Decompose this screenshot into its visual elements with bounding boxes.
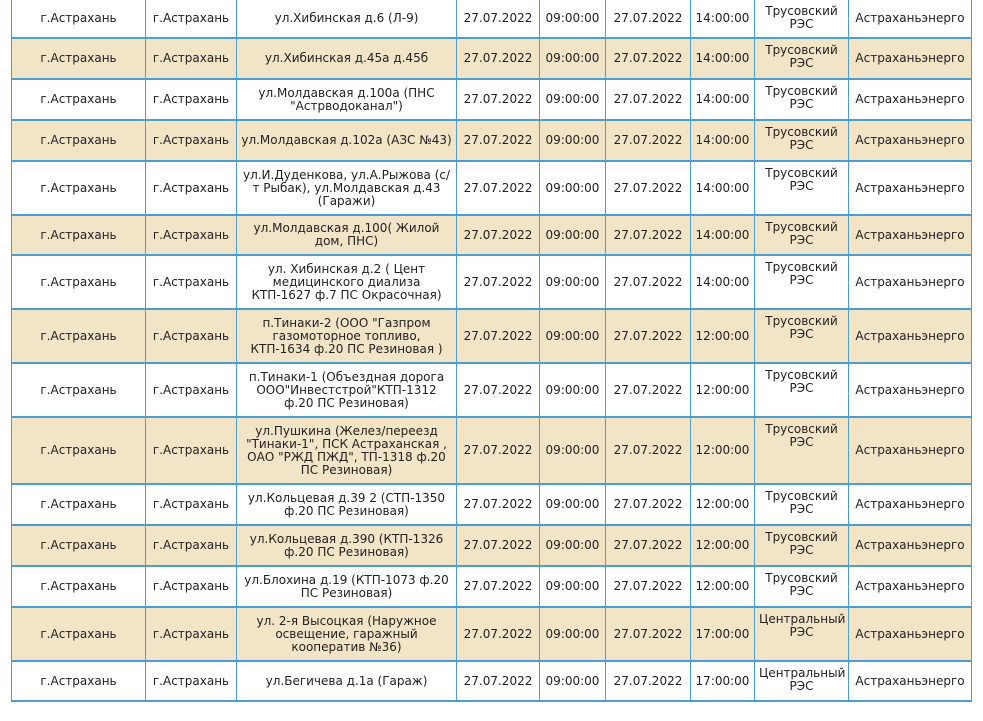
start-time-cell: 09:00:00 (539, 662, 605, 702)
locality-cell: г.Астрахань (145, 80, 236, 121)
end-time-cell: 12:00:00 (690, 364, 754, 418)
organization-cell: Астраханьэнерго (848, 80, 972, 121)
res-cell: Трусовский РЭС (754, 80, 848, 121)
organization-cell: Астраханьэнерго (848, 310, 972, 364)
start-time-cell: 09:00:00 (539, 485, 605, 526)
res-cell: Трусовский РЭС (754, 418, 848, 485)
res-cell: Центральный РЭС (754, 662, 848, 702)
start-time-cell: 09:00:00 (539, 418, 605, 485)
end-time-cell: 14:00:00 (690, 216, 754, 256)
table-row (11, 364, 972, 418)
end-date-cell: 27.07.2022 (605, 256, 690, 310)
start-time-cell: 09:00:00 (539, 256, 605, 310)
locality-cell: г.Астрахань (145, 567, 236, 608)
district-cell: г.Астрахань (11, 39, 145, 80)
organization-cell: Астраханьэнерго (848, 162, 972, 216)
district-cell: г.Астрахань (11, 662, 145, 702)
start-date-cell: 27.07.2022 (456, 662, 539, 702)
end-time-cell: 12:00:00 (690, 310, 754, 364)
start-date-cell: 27.07.2022 (456, 216, 539, 256)
table-row (11, 526, 972, 567)
district-cell: г.Астрахань (11, 216, 145, 256)
locality-cell: г.Астрахань (145, 310, 236, 364)
table-row (11, 662, 972, 702)
end-date-cell: 27.07.2022 (605, 121, 690, 162)
outages-table (11, 0, 972, 702)
address-cell: п.Тинаки-2 (ООО "Газпром газомоторное топливо, КТП-1634 ф.20 ПС Резиновая ) (236, 310, 456, 364)
locality-cell: г.Астрахань (145, 364, 236, 418)
end-time-cell: 14:00:00 (690, 162, 754, 216)
district-cell: г.Астрахань (11, 608, 145, 662)
res-cell: Трусовский РЭС (754, 310, 848, 364)
organization-cell: Астраханьэнерго (848, 0, 972, 39)
start-time-cell: 09:00:00 (539, 39, 605, 80)
table-row (11, 485, 972, 526)
end-time-cell: 12:00:00 (690, 418, 754, 485)
start-time-cell: 09:00:00 (539, 80, 605, 121)
organization-cell: Астраханьэнерго (848, 121, 972, 162)
res-cell: Трусовский РЭС (754, 485, 848, 526)
end-time-cell: 14:00:00 (690, 256, 754, 310)
locality-cell: г.Астрахань (145, 121, 236, 162)
start-date-cell: 27.07.2022 (456, 418, 539, 485)
end-time-cell: 17:00:00 (690, 608, 754, 662)
start-date-cell: 27.07.2022 (456, 526, 539, 567)
address-cell: п.Тинаки-1 (Объездная дорога ООО"Инвестстрой"КТП-1312 ф.20 ПС Резиновая) (236, 364, 456, 418)
table-row (11, 310, 972, 364)
address-cell: ул.Блохина д.19 (КТП-1073 ф.20 ПС Резиновая) (236, 567, 456, 608)
table-row (11, 608, 972, 662)
locality-cell: г.Астрахань (145, 216, 236, 256)
organization-cell: Астраханьэнерго (848, 256, 972, 310)
start-date-cell: 27.07.2022 (456, 256, 539, 310)
end-date-cell: 27.07.2022 (605, 364, 690, 418)
end-time-cell: 12:00:00 (690, 567, 754, 608)
end-time-cell: 12:00:00 (690, 485, 754, 526)
organization-cell: Астраханьэнерго (848, 418, 972, 485)
end-date-cell: 27.07.2022 (605, 80, 690, 121)
table-row (11, 216, 972, 256)
res-cell: Трусовский РЭС (754, 39, 848, 80)
start-time-cell: 09:00:00 (539, 567, 605, 608)
district-cell: г.Астрахань (11, 418, 145, 485)
end-date-cell: 27.07.2022 (605, 0, 690, 39)
start-time-cell: 09:00:00 (539, 216, 605, 256)
district-cell: г.Астрахань (11, 526, 145, 567)
end-time-cell: 14:00:00 (690, 0, 754, 39)
district-cell: г.Астрахань (11, 256, 145, 310)
start-time-cell: 09:00:00 (539, 0, 605, 39)
end-time-cell: 14:00:00 (690, 39, 754, 80)
address-cell: ул.Хибинская д.6 (Л-9) (236, 0, 456, 39)
end-date-cell: 27.07.2022 (605, 418, 690, 485)
district-cell: г.Астрахань (11, 310, 145, 364)
res-cell: Трусовский РЭС (754, 216, 848, 256)
locality-cell: г.Астрахань (145, 39, 236, 80)
res-cell: Трусовский РЭС (754, 526, 848, 567)
res-cell: Трусовский РЭС (754, 0, 848, 39)
end-date-cell: 27.07.2022 (605, 608, 690, 662)
district-cell: г.Астрахань (11, 0, 145, 39)
organization-cell: Астраханьэнерго (848, 662, 972, 702)
organization-cell: Астраханьэнерго (848, 485, 972, 526)
locality-cell: г.Астрахань (145, 526, 236, 567)
locality-cell: г.Астрахань (145, 162, 236, 216)
organization-cell: Астраханьэнерго (848, 216, 972, 256)
end-date-cell: 27.07.2022 (605, 567, 690, 608)
address-cell: ул.И.Дуденкова, ул.А.Рыжова (с/т Рыбак), ул.Молдавская д.43 (Гаражи) (236, 162, 456, 216)
start-time-cell: 09:00:00 (539, 608, 605, 662)
locality-cell: г.Астрахань (145, 418, 236, 485)
start-date-cell: 27.07.2022 (456, 162, 539, 216)
address-cell: ул.Бегичева д.1а (Гараж) (236, 662, 456, 702)
start-time-cell: 09:00:00 (539, 364, 605, 418)
res-cell: Центральный РЭС (754, 608, 848, 662)
table-row (11, 162, 972, 216)
end-time-cell: 14:00:00 (690, 80, 754, 121)
locality-cell: г.Астрахань (145, 256, 236, 310)
res-cell: Трусовский РЭС (754, 567, 848, 608)
locality-cell: г.Астрахань (145, 0, 236, 39)
district-cell: г.Астрахань (11, 80, 145, 121)
address-cell: ул.Пушкина (Желез/переезд "Тинаки-1", ПСК Астраханская , ОАО "РЖД ПЖД", ТП-1318 ф.20 ПС Резиновая) (236, 418, 456, 485)
table-row (11, 418, 972, 485)
table-row (11, 0, 972, 39)
start-time-cell: 09:00:00 (539, 526, 605, 567)
start-time-cell: 09:00:00 (539, 162, 605, 216)
start-date-cell: 27.07.2022 (456, 608, 539, 662)
start-date-cell: 27.07.2022 (456, 567, 539, 608)
start-date-cell: 27.07.2022 (456, 0, 539, 39)
start-date-cell: 27.07.2022 (456, 39, 539, 80)
address-cell: ул.Молдавская д.100а (ПНС "Астрводоканал") (236, 80, 456, 121)
res-cell: Трусовский РЭС (754, 256, 848, 310)
organization-cell: Астраханьэнерго (848, 364, 972, 418)
district-cell: г.Астрахань (11, 567, 145, 608)
table-row (11, 39, 972, 80)
end-date-cell: 27.07.2022 (605, 526, 690, 567)
organization-cell: Астраханьэнерго (848, 39, 972, 80)
locality-cell: г.Астрахань (145, 662, 236, 702)
start-date-cell: 27.07.2022 (456, 485, 539, 526)
address-cell: ул. Хибинская д.2 ( Цент медицинского диализа КТП-1627 ф.7 ПС Окрасочная) (236, 256, 456, 310)
locality-cell: г.Астрахань (145, 608, 236, 662)
organization-cell: Астраханьэнерго (848, 608, 972, 662)
end-date-cell: 27.07.2022 (605, 485, 690, 526)
start-date-cell: 27.07.2022 (456, 121, 539, 162)
end-date-cell: 27.07.2022 (605, 39, 690, 80)
district-cell: г.Астрахань (11, 162, 145, 216)
address-cell: ул.Хибинская д.45а д.45б (236, 39, 456, 80)
table-row (11, 567, 972, 608)
start-date-cell: 27.07.2022 (456, 364, 539, 418)
locality-cell: г.Астрахань (145, 485, 236, 526)
table-row (11, 80, 972, 121)
res-cell: Трусовский РЭС (754, 121, 848, 162)
table-row (11, 256, 972, 310)
table-row (11, 121, 972, 162)
end-date-cell: 27.07.2022 (605, 662, 690, 702)
organization-cell: Астраханьэнерго (848, 567, 972, 608)
address-cell: ул.Молдавская д.102а (АЗС №43) (236, 121, 456, 162)
district-cell: г.Астрахань (11, 364, 145, 418)
address-cell: ул.Кольцевая д.39 2 (СТП-1350 ф.20 ПС Резиновая) (236, 485, 456, 526)
end-time-cell: 17:00:00 (690, 662, 754, 702)
end-time-cell: 12:00:00 (690, 526, 754, 567)
res-cell: Трусовский РЭС (754, 162, 848, 216)
district-cell: г.Астрахань (11, 121, 145, 162)
start-date-cell: 27.07.2022 (456, 80, 539, 121)
end-date-cell: 27.07.2022 (605, 162, 690, 216)
district-cell: г.Астрахань (11, 485, 145, 526)
start-time-cell: 09:00:00 (539, 310, 605, 364)
address-cell: ул. 2-я Высоцкая (Наружное освещение, гаражный кооператив №36) (236, 608, 456, 662)
end-time-cell: 14:00:00 (690, 121, 754, 162)
address-cell: ул.Кольцевая д.390 (КТП-1326 ф.20 ПС Резиновая) (236, 526, 456, 567)
end-date-cell: 27.07.2022 (605, 310, 690, 364)
end-date-cell: 27.07.2022 (605, 216, 690, 256)
address-cell: ул.Молдавская д.100( Жилой дом, ПНС) (236, 216, 456, 256)
table-body (11, 0, 972, 702)
start-time-cell: 09:00:00 (539, 121, 605, 162)
organization-cell: Астраханьэнерго (848, 526, 972, 567)
start-date-cell: 27.07.2022 (456, 310, 539, 364)
res-cell: Трусовский РЭС (754, 364, 848, 418)
